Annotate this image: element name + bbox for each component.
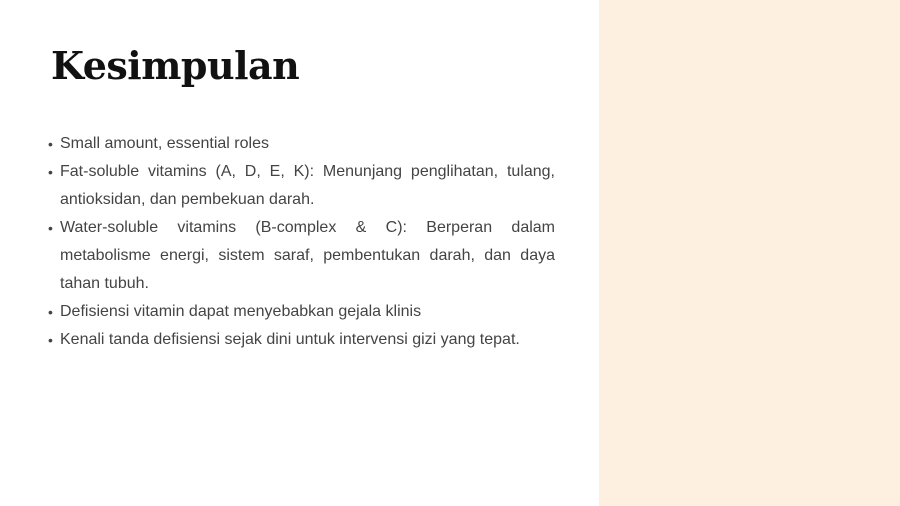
bullet-text: Kenali tanda defisiensi sejak dini untuk intervensi gizi yang tepat. — [60, 331, 520, 348]
bullet-text: Small amount, essential roles — [60, 135, 269, 152]
bullet-dot-icon: • — [48, 164, 53, 180]
slide-title: Kesimpulan — [51, 43, 300, 88]
bullet-list — [48, 130, 555, 354]
bullet-dot-icon: • — [48, 136, 53, 152]
decorative-side-panel — [599, 0, 900, 506]
bullet-text: Defisiensi vitamin dapat menyebabkan gejala klinis — [60, 303, 422, 320]
bullet-item — [48, 298, 555, 326]
bullet-dot-icon: • — [48, 220, 53, 236]
bullet-dot-icon: • — [48, 332, 53, 348]
bullet-text: Fat-soluble vitamins (A, D, E, K): Menunjang penglihatan, tulang, antioksidan, dan pembekuan darah. — [60, 163, 555, 208]
bullet-item — [48, 326, 555, 354]
bullet-item — [48, 214, 555, 298]
bullet-item — [48, 158, 555, 214]
bullet-item — [48, 130, 555, 158]
bullet-text: Water-soluble vitamins (B-complex & C): Berperan dalam metabolisme energi, sistem saraf, pembentukan darah, dan daya tahan tubuh. — [60, 219, 555, 292]
bullet-dot-icon: • — [48, 304, 53, 320]
